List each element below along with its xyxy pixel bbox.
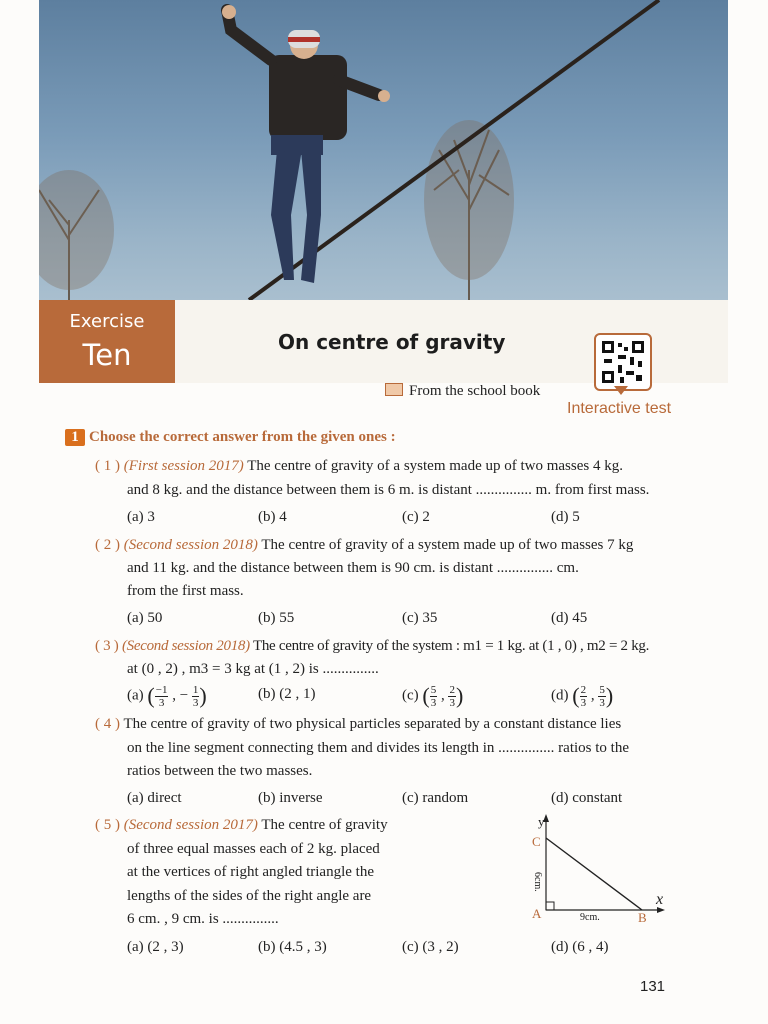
question-5-option-b[interactable]: (b) (4.5 , 3) [258, 939, 327, 955]
question-5-number: ( 5 ) [95, 817, 120, 833]
question-4-text-1: The centre of gravity of two physical particles separated by a constant distance lies [123, 716, 622, 732]
question-5-line-2: of three equal masses each of 2 kg. placed [127, 841, 380, 857]
question-1-number: ( 1 ) [95, 458, 120, 474]
question-4-option-d[interactable]: (d) constant [551, 790, 623, 806]
question-2-number: ( 2 ) [95, 537, 120, 553]
question-2-text-1: The centre of gravity of a system made up of two masses 7 kg [261, 537, 634, 553]
question-2-option-c[interactable]: (c) 35 [402, 610, 438, 626]
section-heading-text: Choose the correct answer from the given ones : [89, 429, 396, 445]
school-book-note [385, 383, 540, 400]
question-4-line-1 [95, 716, 621, 733]
option-c-label: (c) [402, 687, 419, 704]
side-ab-label: 9cm. [580, 912, 600, 923]
question-2-option-b[interactable]: (b) 55 [258, 610, 295, 626]
question-3-number: ( 3 ) [95, 638, 119, 654]
question-4-number: ( 4 ) [95, 716, 120, 732]
question-3-option-a[interactable]: (a) ( $\frac{-1}{3}$ , − $\frac{1}{3}$ ) [127, 683, 207, 709]
question-2-option-d[interactable]: (d) 45 [551, 610, 588, 626]
triangle-diagram [520, 810, 680, 930]
question-5-option-a[interactable]: (a) (2 , 3) [127, 939, 184, 955]
question-5-line-4: lengths of the sides of the right angle are [127, 888, 372, 904]
question-3-source: (Second session 2018) [121, 638, 250, 654]
question-5-option-d[interactable]: (d) (6 , 4) [551, 939, 609, 955]
qr-code-icon[interactable] [594, 333, 652, 391]
question-2-line-3: from the first mass. [127, 583, 244, 599]
option-d-label: (d) [551, 687, 569, 704]
question-5-line-1 [95, 817, 388, 834]
section-heading [65, 429, 396, 446]
question-2-line-2: and 11 kg. and the distance between them is 90 cm. is distant ............... cm. [127, 560, 579, 576]
question-1-option-d[interactable]: (d) 5 [551, 509, 580, 525]
option-a-label: (a) [127, 687, 144, 704]
question-4-line-2: on the line segment connecting them and divides its length in ............... ratios to the [127, 740, 629, 756]
question-1-option-c[interactable]: (c) 2 [402, 509, 430, 525]
vertex-c: C [532, 834, 541, 849]
vertex-b: B [638, 910, 647, 925]
question-1-source: (First session 2017) [123, 458, 244, 474]
exercise-number: Ten [82, 338, 132, 372]
book-icon [385, 383, 403, 396]
qr-pointer-icon [614, 386, 628, 395]
question-5-line-5: 6 cm. , 9 cm. is ............... [127, 911, 279, 927]
question-5-option-c[interactable]: (c) (3 , 2) [402, 939, 459, 955]
exercise-word: Exercise [69, 311, 145, 332]
question-5-text-1: The centre of gravity [261, 817, 388, 833]
question-3-line-1 [95, 638, 649, 655]
hypotenuse [546, 838, 642, 910]
question-1-line-2: and 8 kg. and the distance between them is 6 m. is distant ............... m. from first mass. [127, 482, 650, 498]
x-label: x [656, 891, 664, 908]
school-book-label: From the school book [409, 383, 541, 399]
question-2-option-a[interactable]: (a) 50 [127, 610, 163, 626]
question-1-line-1 [95, 458, 623, 475]
question-3-option-d[interactable]: (d) ( $\frac{2}{3}$ , $\frac{5}{3}$ ) [551, 683, 614, 709]
vertex-a: A [532, 906, 542, 921]
question-3-line-2: at (0 , 2) , m3 = 3 kg at (1 , 2) is ............... [127, 661, 379, 677]
right-angle-mark [546, 902, 554, 910]
question-4-option-c[interactable]: (c) random [402, 790, 469, 806]
side-ac-label: 6cm. [532, 872, 543, 892]
question-1-text-1: The centre of gravity of a system made up of two masses 4 kg. [247, 458, 623, 474]
page-title: On centre of gravity [278, 330, 506, 354]
question-4-line-3: ratios between the two masses. [127, 763, 313, 779]
exercise-label-box [39, 300, 175, 383]
section-number-badge: 1 [65, 429, 85, 446]
question-2-source: (Second session 2018) [123, 537, 258, 553]
question-5-source: (Second session 2017) [123, 817, 258, 833]
y-label: y [538, 814, 545, 829]
question-4-option-b[interactable]: (b) inverse [258, 790, 323, 806]
question-3-text-1: The centre of gravity of the system : m1 = 1 kg. at (1 , 0) , m2 = 2 kg. [252, 638, 650, 654]
question-2-line-1 [95, 537, 633, 554]
question-1-option-b[interactable]: (b) 4 [258, 509, 287, 525]
header-photo [39, 0, 728, 300]
question-3-option-c[interactable]: (c) ( $\frac{5}{3}$ , $\frac{2}{3}$ ) [402, 683, 464, 709]
interactive-test-link[interactable]: Interactive test [567, 400, 672, 417]
question-1-option-a[interactable]: (a) 3 [127, 509, 155, 525]
question-4-option-a[interactable]: (a) direct [127, 790, 182, 806]
question-5-line-3: at the vertices of right angled triangle the [127, 864, 374, 880]
question-3-option-b[interactable]: (b) (2 , 1) [258, 686, 316, 702]
page-number: 131 [640, 978, 666, 995]
